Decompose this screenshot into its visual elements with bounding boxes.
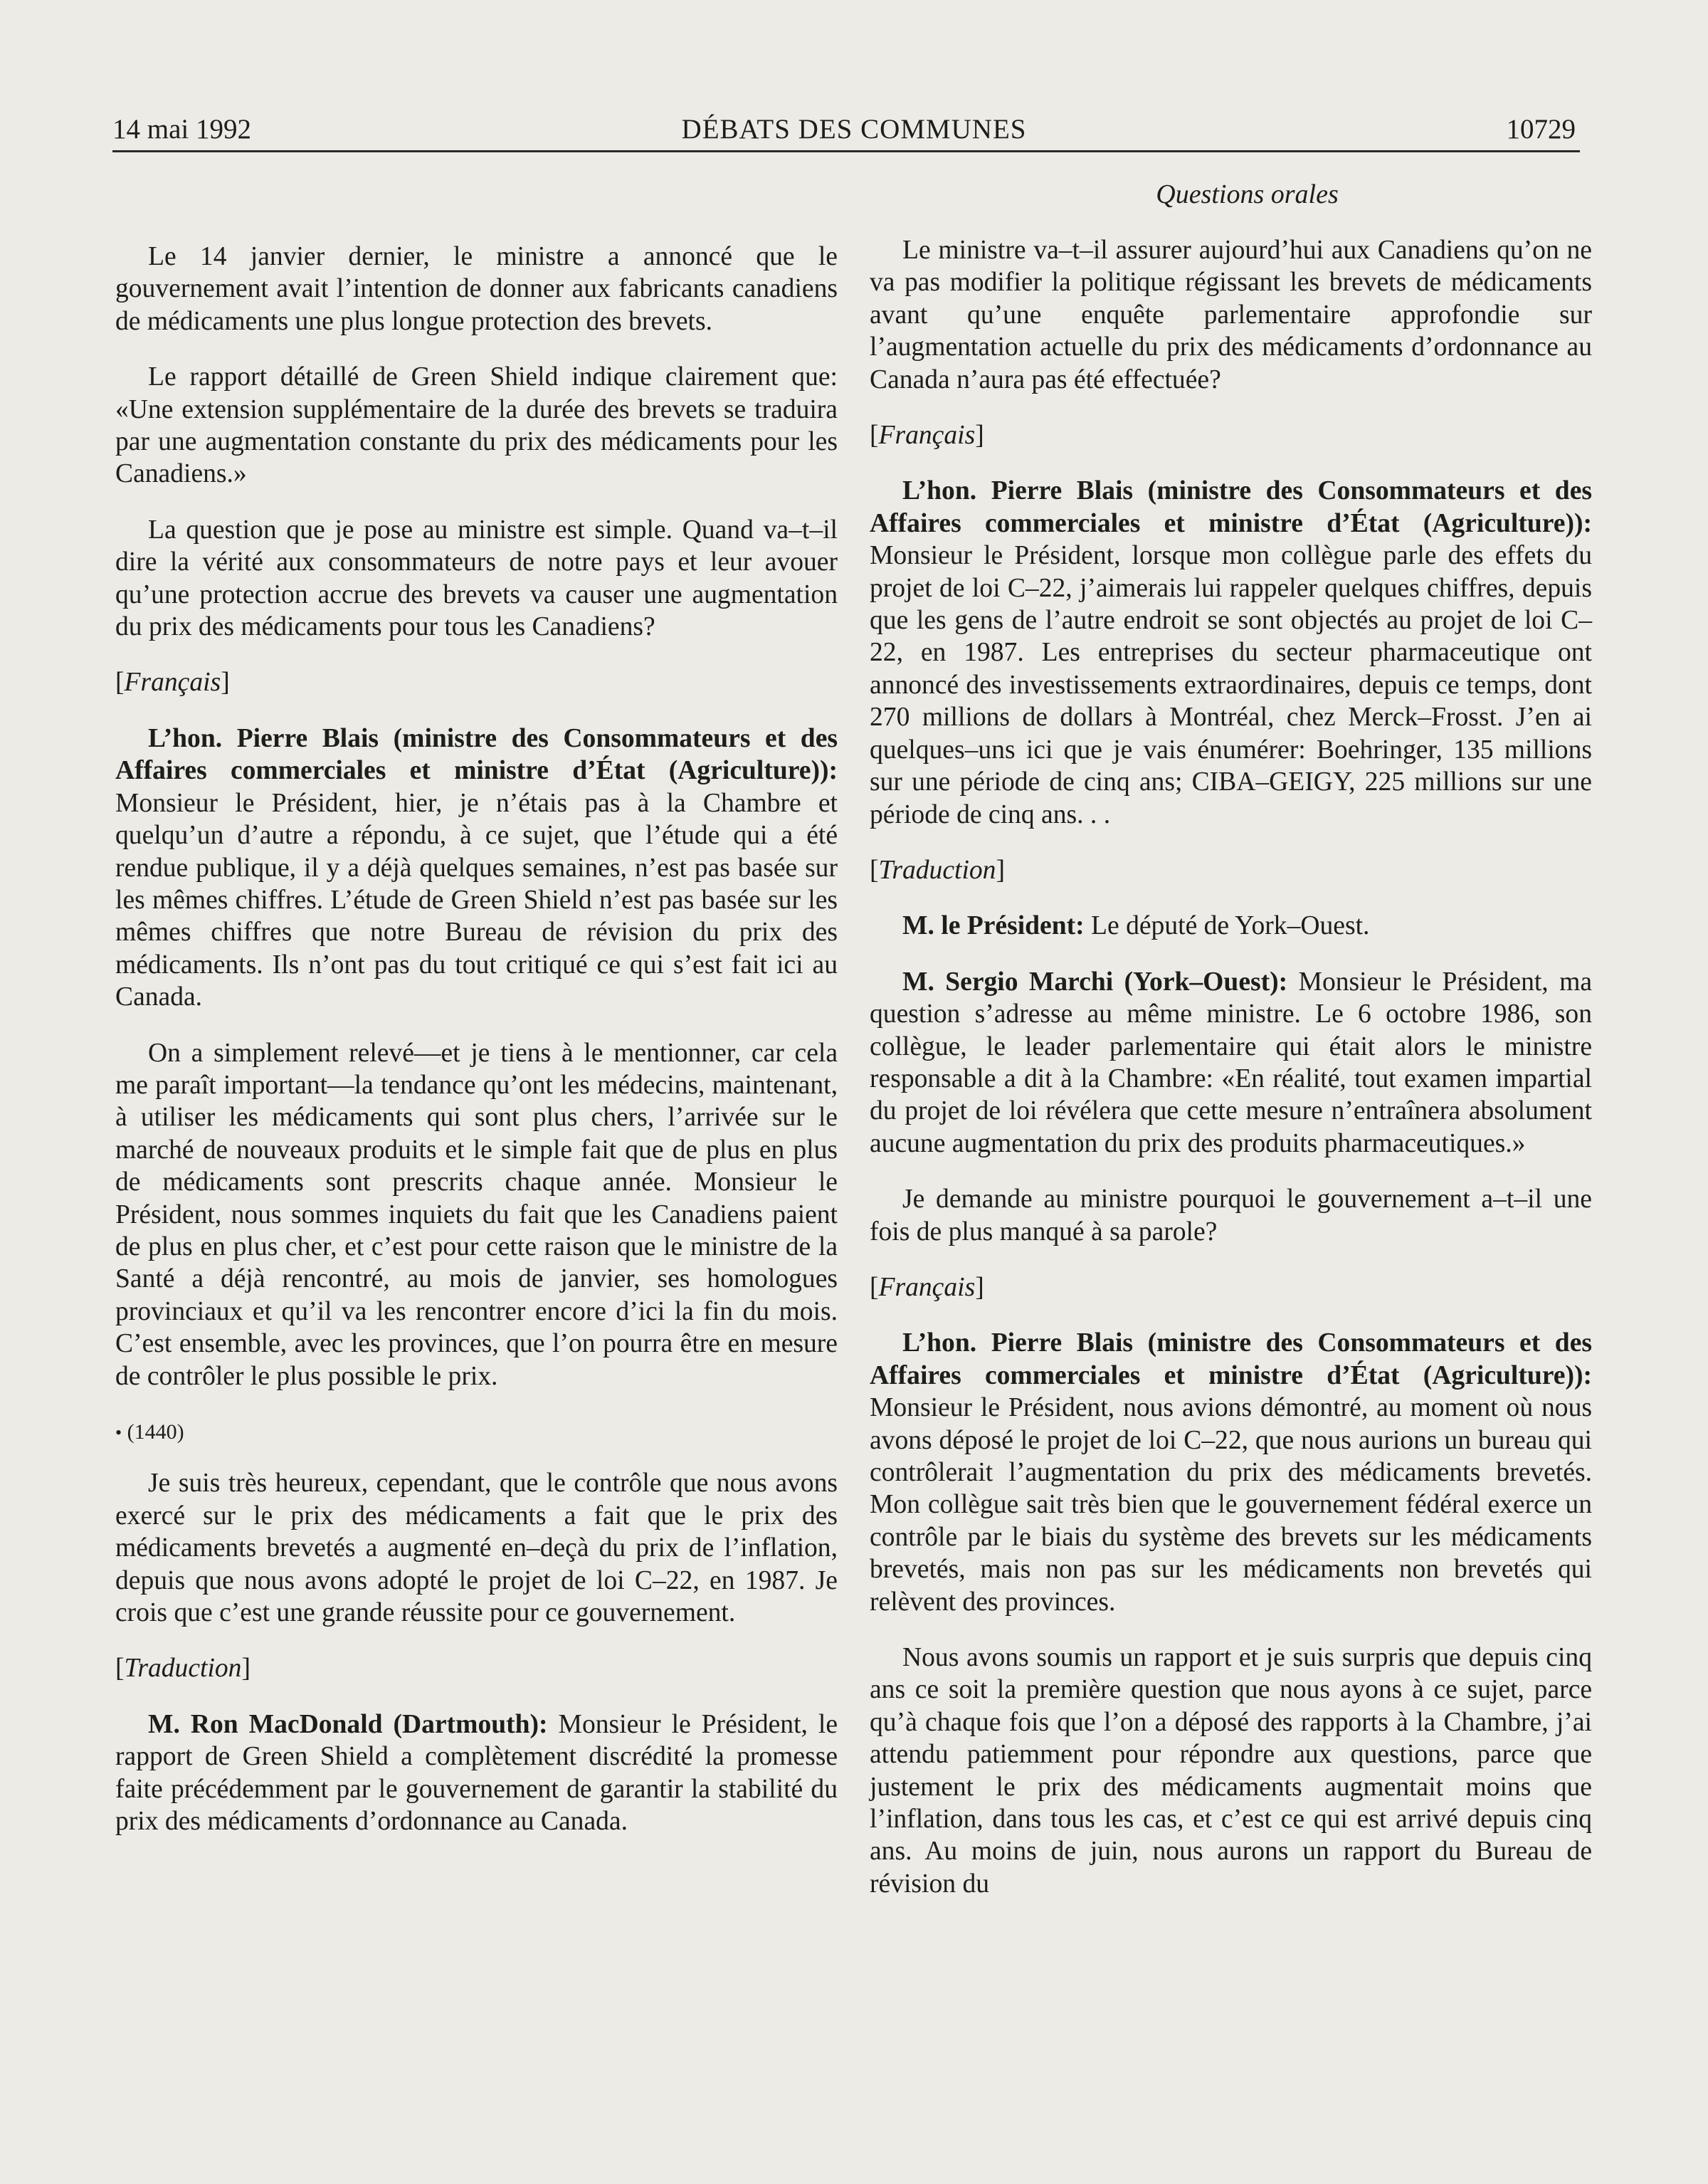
speech-text: Monsieur le Président, lorsque mon collègue parle des effets du projet de loi C–22, j’aimerais lui rappeler quelques chiffres, depuis que les gens de l’autre endroit se sont objectés au projet de loi C–22, en 1987. Les entreprises du secteur pharmaceutique ont annoncé des investissements extraordinaires, depuis ce temps, dont 270 millions de dollars à Montréal, chez Merck–Frosst. J’en ai quelques–uns ici que je vais énumérer: Boehringer, 135 millions sur une période de cinq ans; CIBA–GEIGY, 225 millions sur une période de cinq ans. . . <box>870 541 1592 829</box>
bracket-close: ] <box>241 1654 251 1684</box>
paragraph: Le ministre va–t–il assurer aujourd’hui aux Canadiens qu’on ne va pas modifier la politique régissant les brevets de médicaments avant qu’une enquête parlementaire approfondie sur l’augmentation actuelle du prix des médicaments d’ordonnance au Canada n’aura pas été effectuée? <box>870 236 1592 394</box>
speech-text: Le député de York–Ouest. <box>1084 911 1370 941</box>
bracket-close: ] <box>221 668 230 698</box>
paragraph: Le rapport détaillé de Green Shield indique clairement que: «Une extension supplémentaire de la durée des brevets se traduira par une augmentation constante du prix des médicaments pour les Canadiens.» <box>115 362 838 489</box>
speech-paragraph <box>870 1327 1592 1618</box>
speech-text: Monsieur le Président, ma question s’adresse au même ministre. Le 6 octobre 1986, son collègue, le leader parlementaire qui était alors le ministre responsable a dit à la Chambre: «En réalité, tout examen impartial du projet de loi révélera que cette mesure n’entraînera absolument aucune augmentation du prix des produits pharmaceutiques.» <box>870 967 1592 1158</box>
bracket-close: ] <box>975 1272 984 1302</box>
bracket-open: [ <box>870 1272 879 1302</box>
timestamp <box>115 1416 838 1449</box>
language-marker <box>115 666 838 698</box>
bracket-close: ] <box>996 855 1005 885</box>
bracket-close: ] <box>975 421 984 451</box>
speech-paragraph <box>870 966 1592 1160</box>
language-label: Traduction <box>124 1654 242 1684</box>
speech-paragraph <box>115 1708 838 1838</box>
running-head: Questions orales <box>1156 179 1339 209</box>
speech-text: Monsieur le Président, nous avions démontré, au moment où nous avons déposé le projet de loi C–22, que nous aurions un bureau qui contrôlerait l’augmentation du prix des médicaments brevetés. Mon collègue sait très bien que le gouvernement fédéral exerce un contrôle par le biais du système des brevets sur les médicaments brevetés, mais non pas sur les médicaments non brevetés qui relèvent des provinces. <box>870 1393 1592 1617</box>
speech-paragraph <box>115 723 838 1014</box>
speaker-name: L’hon. Pierre Blais (ministre des Consommateurs et des Affaires commerciales et ministre d’État (Agriculture)): <box>870 1328 1592 1390</box>
paragraph: Je suis très heureux, cependant, que le contrôle que nous avons exercé sur le prix des médicaments a fait que le prix des médicaments brevetés a augmenté en–deçà du prix de l’inflation, depuis que nous avons adopté le projet de loi C–22, en 1987. Je crois que c’est une grande réussite pour ce gouvernement. <box>115 1469 838 1628</box>
speaker-name: L’hon. Pierre Blais (ministre des Consommateurs et des Affaires commerciales et ministre d’État (Agriculture)): <box>870 476 1592 538</box>
left-column <box>115 241 838 1861</box>
header-page-number: 10729 <box>1506 114 1576 145</box>
paragraph: On a simplement relevé—et je tiens à le mentionner, car cela me paraît important—la tendance qu’ont les médecins, maintenant, à utiliser les médicaments qui sont plus chers, l’arrivée sur le marché de nouveaux produits et le simple fait que de plus en plus de médicaments sont prescrits chaque année. Monsieur le Président, nous sommes inquiets du fait que les Canadiens paient de plus en plus cher, et c’est pour cette raison que le ministre de la Santé a déjà rencontré, au mois de janvier, ses homologues provinciaux et qu’il va les rencontrer encore d’ici la fin du mois. C’est ensemble, avec les provinces, que l’on pourra être en mesure de contrôler le plus possible le prix. <box>115 1038 838 1391</box>
bracket-open: [ <box>115 1654 125 1684</box>
language-label: Français <box>878 421 976 451</box>
speaker-name: M. le Président: <box>902 911 1085 941</box>
speaker-name: M. Sergio Marchi (York–Ouest): <box>902 967 1288 997</box>
paragraph: La question que je pose au ministre est simple. Quand va–t–il dire la vérité aux consommateurs de notre pays et leur avouer qu’une protection accrue des brevets va causer une augmentation du prix des médicaments pour tous les Canadiens? <box>115 515 838 642</box>
language-marker <box>870 854 1592 886</box>
speech-text: Monsieur le Président, hier, je n’étais pas à la Chambre et quelqu’un d’autre a répondu, à ce sujet, que l’étude qui a été rendue publique, il y a déjà quelques semaines, n’est pas basée sur les mêmes chiffres. L’étude de Green Shield n’est pas basée sur les mêmes chiffres que notre Bureau de révision du prix des médicaments. Ils n’ont pas du tout critiqué ce qui s’est fait ici au Canada. <box>115 788 838 1012</box>
language-label: Traduction <box>878 855 996 885</box>
language-marker <box>115 1652 838 1684</box>
speech-text: Monsieur le Président, le rapport de Green Shield a complètement discrédité la promesse faite précédemment par le gouvernement de garantir la stabilité du prix des médicaments d’ordonnance au Canada. <box>115 1709 838 1837</box>
speech-paragraph <box>870 475 1592 830</box>
bracket-open: [ <box>870 421 879 451</box>
paragraph: Je demande au ministre pourquoi le gouvernement a–t–il une fois de plus manqué à sa parole? <box>870 1185 1592 1246</box>
language-marker <box>870 419 1592 451</box>
paragraph: Le 14 janvier dernier, le ministre a annoncé que le gouvernement avait l’intention de donner aux fabricants canadiens de médicaments une plus longue protection des brevets. <box>115 242 838 336</box>
paragraph: Nous avons soumis un rapport et je suis surpris que depuis cinq ans ce soit la première question que nous ayons à ce sujet, parce qu’à chaque fois que l’on a déposé des rapports à la Chambre, j’ai attendu patiemment pour répondre aux questions, parce que justement le prix des médicaments augmentait moins que l’inflation, dans tous les cas, et c’est ce qui est arrivé depuis cinq ans. Au moins de juin, nous aurons un rapport du Bureau de révision du <box>870 1643 1592 1899</box>
timestamp-text: (1440) <box>122 1420 184 1444</box>
speech-paragraph <box>870 910 1592 942</box>
language-label: Français <box>878 1272 976 1302</box>
bracket-open: [ <box>115 668 125 698</box>
header-date: 14 mai 1992 <box>112 114 251 145</box>
speaker-name: L’hon. Pierre Blais (ministre des Consommateurs et des Affaires commerciales et ministre d’État (Agriculture)): <box>115 723 838 786</box>
language-marker <box>870 1271 1592 1303</box>
header-title: DÉBATS DES COMMUNES <box>681 114 1027 145</box>
language-label: Français <box>124 668 221 698</box>
header-rule <box>112 150 1580 152</box>
speaker-name: M. Ron MacDonald (Dartmouth): <box>148 1709 548 1739</box>
bracket-open: [ <box>870 855 879 885</box>
right-column <box>870 178 1592 1923</box>
bullet-icon: • <box>115 1422 122 1443</box>
